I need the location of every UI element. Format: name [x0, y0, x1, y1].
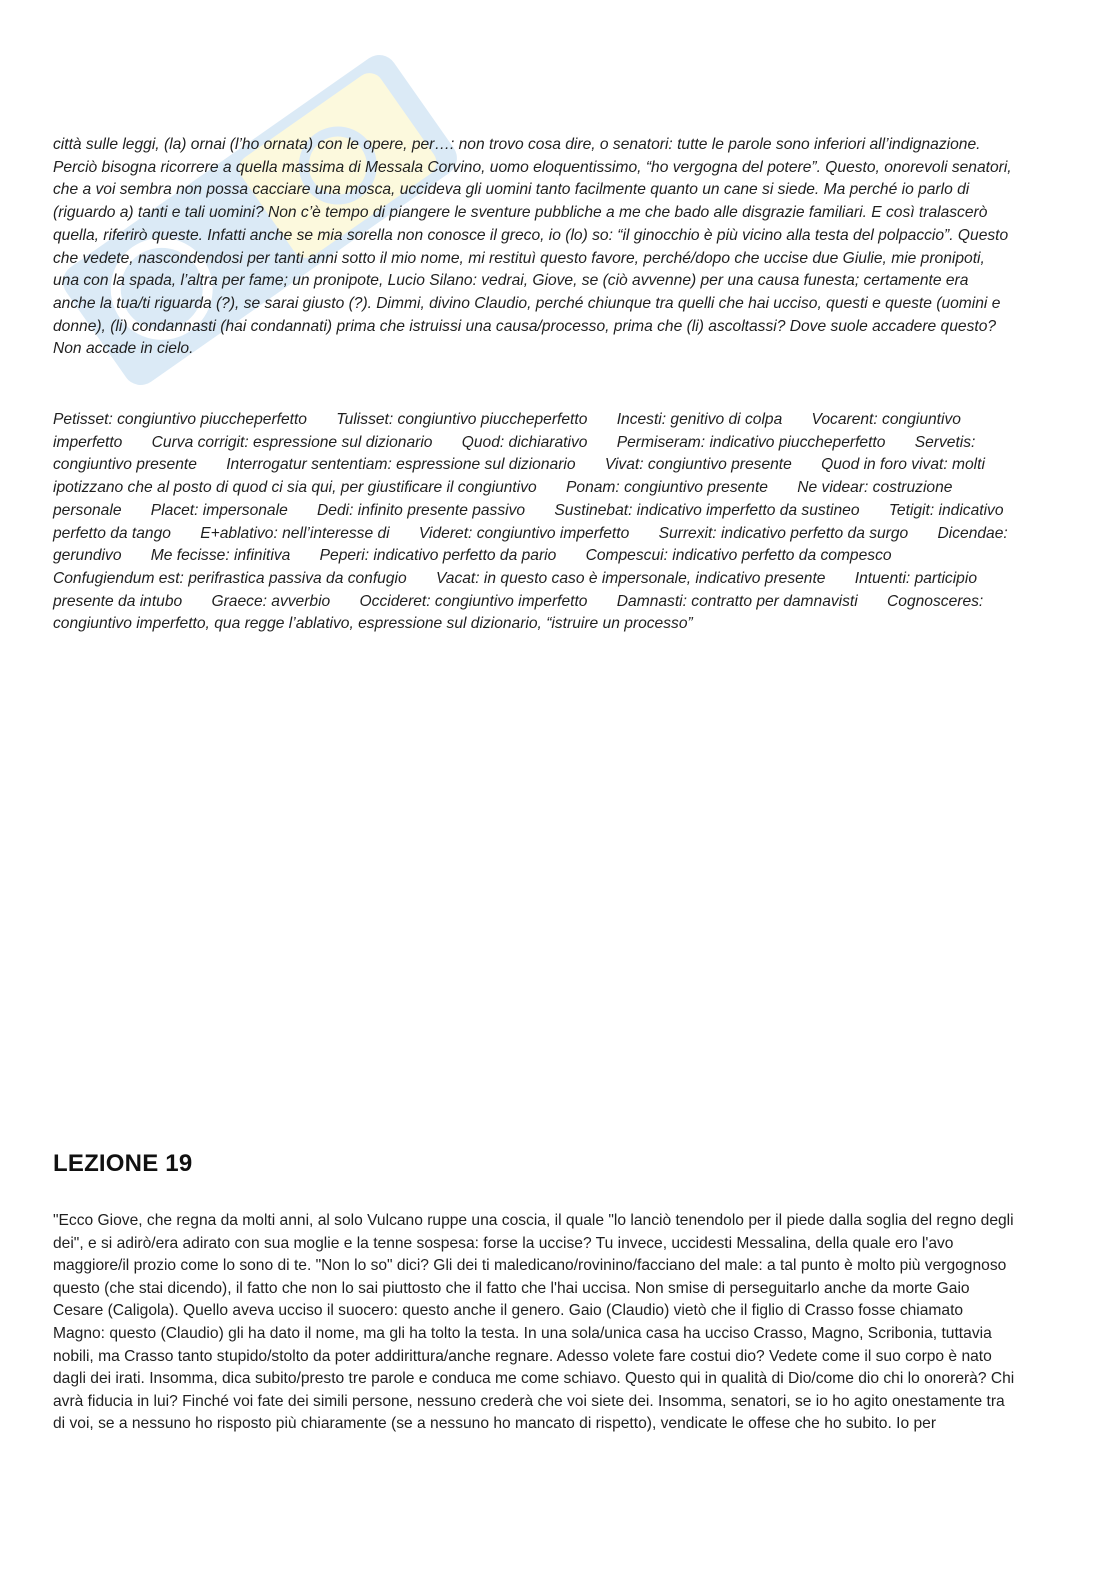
grammar-note: Intuenti: participio presente da intubo — [53, 569, 977, 610]
grammar-note: Dedi: infinito presente passivo — [317, 501, 526, 519]
grammar-note: Tulisset: congiuntivo piuccheperfetto — [336, 411, 588, 428]
grammar-note: Petisset: congiuntivo piuccheperfetto — [53, 411, 307, 428]
grammar-note: Me fecisse: infinitiva — [150, 547, 291, 565]
grammar-note: Surrexit: indicativo perfetto da surgo — [658, 524, 909, 542]
grammar-note: Dicendae: gerundivo — [53, 524, 1008, 565]
grammar-note: Vocarent: congiuntivo imperfetto — [53, 411, 961, 451]
grammar-notes — [53, 409, 1013, 636]
grammar-note: E+ablativo: nell’interesse di — [200, 524, 390, 542]
grammar-note: Cognosceres: congiuntivo imperfetto, qua regge l’ablativo, espressione sul dizionario, “istruire un processo” — [53, 592, 984, 633]
grammar-note: Ne videar: costruzione personale — [53, 479, 953, 519]
grammar-note: Compescui: indicativo perfetto da compesco — [585, 547, 892, 565]
grammar-note: Servetis: congiuntivo presente — [53, 433, 976, 474]
grammar-note: Confugiendum est: perifrastica passiva da confugio — [53, 569, 407, 587]
grammar-note: Incesti: genitivo di colpa — [616, 411, 783, 428]
grammar-note: Peperi: indicativo perfetto da pario — [319, 547, 557, 565]
grammar-note: Damnasti: contratto per damnavisti — [616, 592, 858, 610]
grammar-note: Sustinebat: indicativo imperfetto da sustineo — [554, 501, 860, 519]
grammar-note: Permiseram: indicativo piuccheperfetto — [616, 433, 886, 451]
grammar-note: Quod in foro vivat: molti ipotizzano che al posto di quod ci sia qui, per giustificare il congiuntivo — [53, 456, 985, 497]
grammar-note: Quod: dichiarativo — [461, 433, 588, 451]
lesson-title: LEZIONE 19 — [53, 1150, 193, 1177]
grammar-note: Videret: congiuntivo imperfetto — [418, 524, 630, 542]
translation-paragraph: città sulle leggi, (la) ornai (l’ho ornata) con le opere, per…: non trovo cosa dire, o senatori: tutte le parole sono inferiori all’indignazione. Perciò bisogna ricorrere a quella massima di Messala Corvino, uomo eloquentissimo, “ho vergogna del potere”. Questo, onorevoli senatori, che a voi sembra non possa cacciare una mosca, uccideva gli uomini tanto facilmente quanto un cane si siede. Ma perché io parlo di (riguardo a) tanti e tali uomini? Non c’è tempo di piangere le sventure pubbliche a me che bado alle disgrazie familiari. E così tralascerò quella, riferirò queste. Infatti anche se mia sorella non conosce il greco, io (lo) so: “il ginocchio è più vicino alla testa del polpaccio”. Questo che vedete, nascondendosi per tanti anni sotto il mio nome, mi restituì questo favore, perché/dopo che uccise due Giulie, mie pronipoti, una con la spada, l’altra per fame; un pronipote, Lucio Silano: vedrai, Giove, se (ciò avvenne) per una causa funesta; certamente era anche la tua/ti riguarda (?), se sarai giusto (?). Dimmi, divino Claudio, perché chiunque tra quelli che hai ucciso, questi e queste (uomini e donne), (li) condannasti (hai condannati) prima che istruissi una causa/processo, prima che (li) ascoltassi? Dove suole accadere questo? Non accade in cielo. — [53, 136, 1012, 358]
grammar-note: Ponam: congiuntivo presente — [566, 479, 768, 497]
grammar-note: Graece: avverbio — [211, 592, 331, 610]
lesson-text: "Ecco Giove, che regna da molti anni, al solo Vulcano ruppe una coscia, il quale "lo lanciò tenendolo per il piede dalla soglia del regno degli dei", e si adirò/era adirato con sua moglie e la tenne sospesa: forse la uccise? Tu invece, uccidesti Messalina, della quale ero l'avo maggiore/il prozio come lo sono di te. "Non lo so" dici? Gli dei ti maledicano/rovinino/facciano del male: a tal punto è molto più vergognoso questo (che stai dicendo), il fatto che non lo sai piuttosto che il fatto che l'hai uccisa. Non smise di perseguitarlo anche da morte Gaio Cesare (Caligola). Quello aveva ucciso il suocero: questo anche il genero. Gaio (Claudio) vietò che il figlio di Crasso fosse chiamato Magno: questo (Claudio) gli ha dato il nome, ma gli ha tolto la testa. In una sola/unica casa ha ucciso Crasso, Magno, Scribonia, tuttavia nobili, ma Crasso tanto stupido/stolto da poter addirittura/anche regnare. Adesso volete fare costui dio? Vedete come il suo corpo è nato dagli dei irati. Insomma, dica subito/presto tre parole e conduca me come schiavo. Questo qui in qualità di Dio/come dio chi lo onorerà? Chi avrà fiducia in lui? Finché voi fate dei simili persone, nessuno crederà che voi siete dei. Insomma, senatori, se io ho agito onestamente tra di voi, se a nessuno ho risposto più chiaramente (se a nessuno ho mancato di rispetto), vendicate le offese che ho subito. Io per — [53, 1212, 1015, 1433]
grammar-note: Vivat: congiuntivo presente — [604, 456, 792, 474]
grammar-note: Vacat: in questo caso è impersonale, indicativo presente — [435, 569, 826, 587]
grammar-note: Curva corrigit: espressione sul dizionario — [151, 433, 433, 451]
grammar-note: Occideret: congiuntivo imperfetto — [359, 592, 588, 610]
translation-continued — [53, 134, 1013, 361]
grammar-note: Tetigit: indicativo perfetto da tango — [53, 501, 1004, 542]
grammar-note: Interrogatur sententiam: espressione sul dizionario — [226, 456, 576, 474]
grammar-note: Placet: impersonale — [150, 501, 288, 519]
